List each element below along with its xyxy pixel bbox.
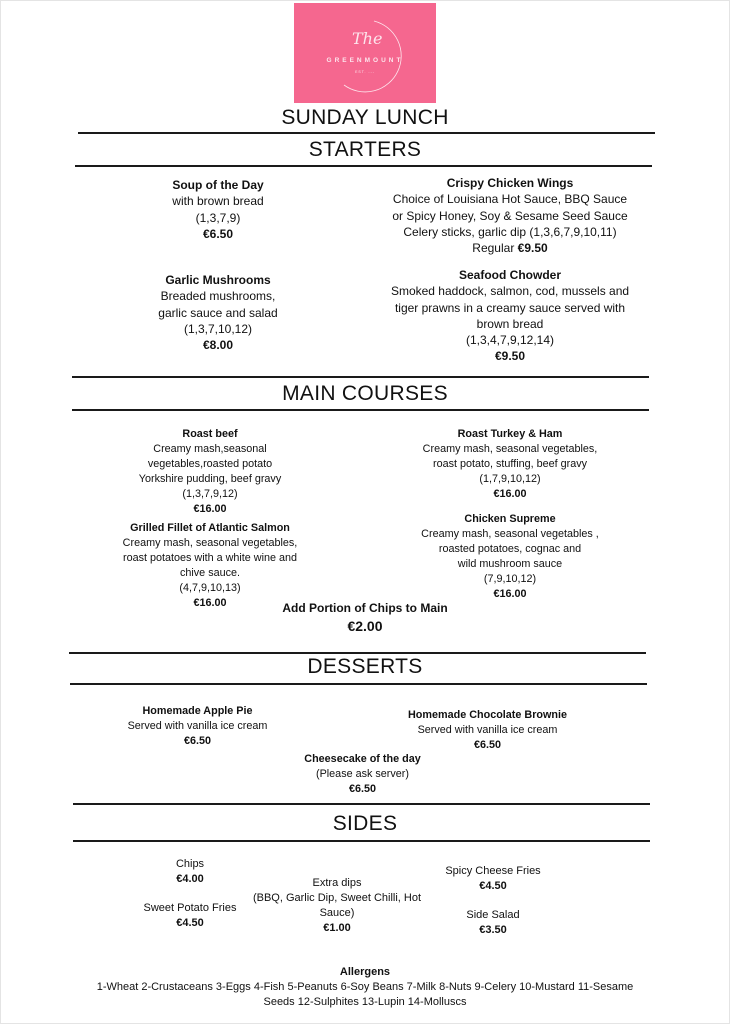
item-allergens: (7,9,10,12): [483, 573, 537, 585]
item-name: Side Salad: [466, 909, 520, 921]
item-desc: (BBQ, Garlic Dip, Sweet Chilli, Hot: [252, 892, 422, 904]
item-desc: brown bread: [476, 316, 544, 331]
item-desc: tiger prawns in a creamy sauce served with: [394, 300, 626, 315]
divider: [73, 840, 650, 842]
item-price: €6.50: [473, 739, 502, 751]
allergens-heading: Allergens: [339, 966, 391, 978]
divider: [75, 165, 652, 167]
item-allergens: (1,3,4,7,9,12,14): [465, 333, 555, 348]
item-desc: garlic sauce and salad: [158, 305, 278, 320]
side-item-chips: [130, 857, 250, 887]
menu-item-roast-beef: [90, 427, 330, 517]
menu-item-cheesecake: [280, 752, 445, 797]
logo-script-text: The: [352, 29, 383, 48]
side-item-extra-dips: [242, 876, 432, 936]
section-heading-starters: STARTERS: [308, 138, 422, 161]
item-name: Garlic Mushrooms: [165, 273, 271, 287]
item-desc: wild mushroom sauce: [457, 558, 563, 570]
menu-item-extra-chips: [250, 600, 480, 636]
item-allergens: (1,3,7,9,12): [182, 488, 238, 500]
item-desc: (Please ask server): [315, 768, 409, 780]
item-name: Homemade Apple Pie: [142, 705, 253, 717]
menu-item-roast-turkey: [390, 427, 630, 502]
allergens-legend: [60, 965, 670, 1010]
logo-circle-icon: [294, 3, 436, 103]
item-price: €16.00: [193, 597, 227, 609]
section-heading-desserts: DESSERTS: [307, 655, 423, 678]
item-price: €16.00: [493, 588, 527, 600]
item-name: Extra dips: [312, 877, 362, 889]
item-desc: Creamy mash,seasonal: [153, 443, 267, 455]
item-desc: Creamy mash, seasonal vegetables ,: [421, 528, 599, 540]
item-price: €4.00: [176, 873, 204, 885]
item-desc: Creamy mash, seasonal vegetables,: [422, 443, 598, 455]
greenmount-logo: [294, 3, 436, 103]
item-price: €2.00: [347, 618, 383, 635]
item-desc: Choice of Louisiana Hot Sauce, BBQ Sauce: [392, 192, 628, 207]
item-desc: Celery sticks, garlic dip (1,3,6,7,9,10,11): [403, 224, 617, 239]
item-price: €16.00: [193, 503, 227, 515]
item-allergens: (1,3,7,10,12): [183, 321, 253, 336]
item-desc: chive sauce.: [179, 567, 240, 579]
page-title: SUNDAY LUNCH: [281, 106, 449, 129]
divider: [72, 376, 649, 378]
item-name: Roast beef: [182, 428, 238, 440]
price-label: Regular: [472, 241, 515, 256]
menu-item-soup: [100, 177, 336, 242]
item-price: €3.50: [479, 924, 507, 936]
item-price: €9.50: [494, 349, 526, 364]
item-desc: Sauce): [319, 907, 355, 919]
item-name: Crispy Chicken Wings: [446, 176, 574, 190]
item-name: Add Portion of Chips to Main: [282, 601, 448, 615]
item-price: €4.50: [479, 880, 507, 892]
item-price: €9.50: [517, 241, 548, 256]
menu-item-salmon: [90, 521, 330, 611]
item-allergens: (4,7,9,10,13): [179, 582, 241, 594]
item-name: Roast Turkey & Ham: [457, 428, 563, 440]
item-price: €4.50: [176, 917, 204, 929]
item-name: Sweet Potato Fries: [143, 902, 237, 914]
item-desc: with brown bread: [172, 194, 264, 209]
menu-item-chicken-wings: [360, 175, 660, 256]
side-item-sweet-potato-fries: [130, 901, 250, 931]
side-item-side-salad: [433, 908, 553, 938]
item-name: Chips: [175, 858, 205, 870]
item-price: €8.00: [202, 338, 234, 353]
menu-item-chicken-supreme: [390, 512, 630, 602]
divider: [73, 803, 650, 805]
item-name: Spicy Cheese Fries: [445, 865, 541, 877]
item-price: €16.00: [493, 488, 527, 500]
logo-brand-text: GREENMOUNT: [326, 57, 404, 64]
item-desc: roasted potatoes, cognac and: [438, 543, 582, 555]
divider: [69, 652, 646, 654]
item-desc: roast potatoes with a white wine and: [122, 552, 298, 564]
allergens-line: 1-Wheat 2-Crustaceans 3-Eggs 4-Fish 5-Peanuts 6-Soy Beans 7-Milk 8-Nuts 9-Celery 10-Mustard 11-Sesame: [96, 981, 634, 993]
divider: [78, 132, 655, 134]
item-price: €1.00: [323, 922, 351, 934]
item-desc: Smoked haddock, salmon, cod, mussels and: [390, 284, 630, 299]
item-name: Seafood Chowder: [458, 268, 561, 282]
item-desc: Creamy mash, seasonal vegetables,: [122, 537, 298, 549]
item-name: Cheesecake of the day: [304, 753, 421, 765]
section-heading-sides: SIDES: [332, 812, 398, 835]
item-desc: Served with vanilla ice cream: [127, 720, 268, 732]
item-desc: roast potato, stuffing, beef gravy: [432, 458, 588, 470]
item-desc: Yorkshire pudding, beef gravy: [138, 473, 282, 485]
item-allergens: (1,7,9,10,12): [479, 473, 541, 485]
item-desc: Breaded mushrooms,: [160, 289, 276, 304]
item-allergens: (1,3,7,9): [195, 210, 241, 225]
item-name: Chicken Supreme: [464, 513, 556, 525]
item-price: €6.50: [202, 226, 234, 241]
logo-sub-text: EST. ---: [355, 70, 375, 74]
divider: [72, 409, 649, 411]
section-heading-mains: MAIN COURSES: [282, 382, 448, 405]
item-desc: or Spicy Honey, Soy & Sesame Seed Sauce: [392, 208, 628, 223]
item-desc: Served with vanilla ice cream: [417, 724, 558, 736]
item-price: €6.50: [348, 783, 377, 795]
item-name: Soup of the Day: [172, 178, 264, 192]
allergens-line: Seeds 12-Sulphites 13-Lupin 14-Molluscs: [263, 996, 467, 1008]
item-name: Homemade Chocolate Brownie: [408, 709, 567, 721]
item-price-line: [360, 240, 660, 256]
menu-item-apple-pie: [110, 704, 285, 749]
menu-item-seafood-chowder: [360, 267, 660, 365]
item-desc: vegetables,roasted potato: [147, 458, 273, 470]
item-name: Grilled Fillet of Atlantic Salmon: [130, 522, 290, 534]
item-price: €6.50: [183, 735, 212, 747]
menu-item-garlic-mushrooms: [100, 272, 336, 353]
menu-item-brownie: [395, 708, 580, 753]
divider: [70, 683, 647, 685]
side-item-spicy-cheese-fries: [433, 864, 553, 894]
